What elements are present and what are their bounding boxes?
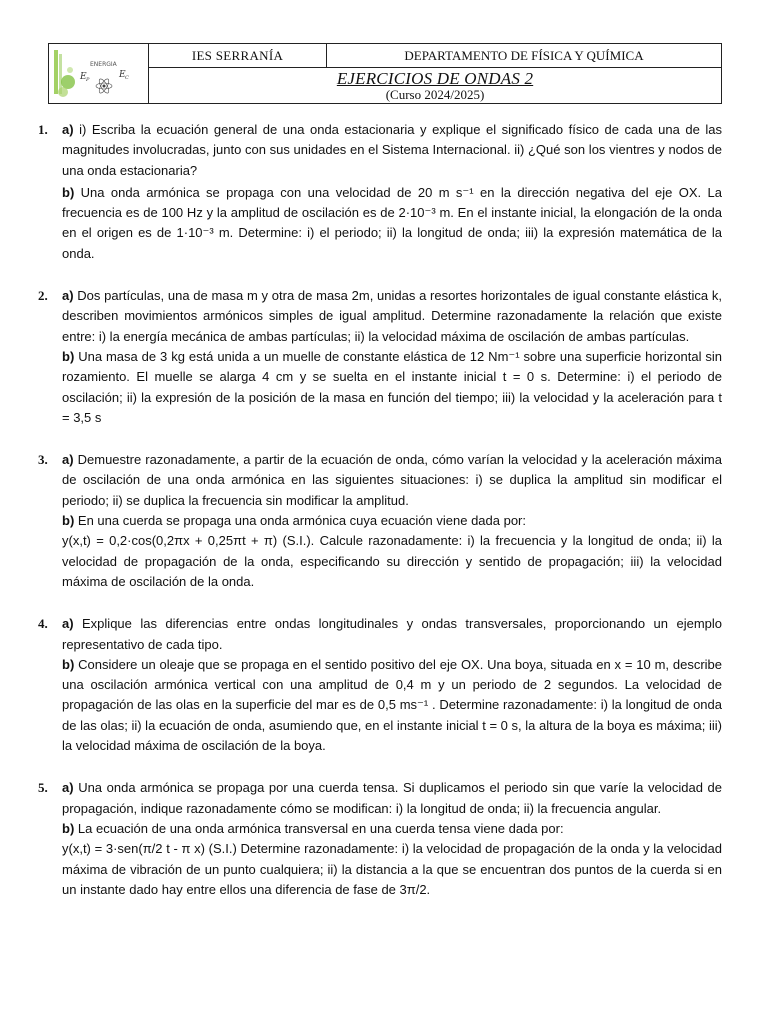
part-b-equation: y(x,t) = 0,2·cos(0,2πx + 0,25πt + π) (S.I.). Calcule razonadamente: i) la frecuencia y la longitud de onda; ii) la velocidad de propagación de la onda, especificando su dirección y sentido de propagación; iii) la velocidad máxima de oscilación de la onda. <box>62 533 722 589</box>
exercise-number: 3. <box>38 452 48 468</box>
school-name: IES SERRANÍA <box>149 44 327 67</box>
exercise-number: 2. <box>38 288 48 304</box>
exercise-list <box>38 120 722 922</box>
exercise-5 <box>38 778 722 900</box>
logo <box>49 44 149 103</box>
svg-text:E: E <box>80 72 87 82</box>
part-b-equation: y(x,t) = 3·sen(π/2 t - π x) (S.I.) Determine razonadamente: i) la velocidad de propagación de la onda y la velocidad máxima de vibración de un punto cualquiera; ii) la distancia a la que se encuentran dos puntos de la cuerda si en un instante dado hay entre ellos una diferencia de fase de 3π/2. <box>62 841 722 897</box>
exercise-number: 1. <box>38 122 48 137</box>
svg-text:P: P <box>86 77 90 83</box>
energy-logo-icon <box>52 46 146 102</box>
document-header <box>48 43 722 104</box>
exercise-2 <box>38 286 722 428</box>
part-a: a) Explique las diferencias entre ondas longitudinales y ondas transversales, proporcionando un ejemplo representativo de cada tipo. <box>62 616 722 652</box>
document-subtitle: (Curso 2024/2025) <box>385 87 485 102</box>
part-b: b) La ecuación de una onda armónica transversal en una cuerda tensa viene dada por: <box>62 820 564 836</box>
document-title: EJERCICIOS DE ONDAS 2 <box>336 69 534 88</box>
exercise-3 <box>38 450 722 592</box>
part-b: b) Una onda armónica se propaga con una velocidad de 20 m s⁻¹ en la dirección negativa del eje OX. La frecuencia es de 100 Hz y la amplitud de oscilación es de 2·10⁻³ m. En el instante inicial, la elongación de la onda en el origen es de 1·10⁻³ m. Determine: i) el periodo; ii) la longitud de onda; iii) la expresión matemática de la onda. <box>62 184 722 261</box>
svg-text:ENERGIA: ENERGIA <box>90 61 117 68</box>
part-b: b) Considere un oleaje que se propaga en el sentido positivo del eje OX. Una boya, situada en x = 10 m, describe una oscilación armónica vertical con una amplitud de 0,4 m y un periodo de 2 segundos. La velocidad de propagación de las olas en la superficie del mar es de 0,5 ms⁻¹ . Determine razonadamente: i) la longitud de onda de las olas; ii) la ecuación de onda, asumiendo que, en el instante inicial t = 0 s, la altura de la boya es máxima; iii) la velocidad máxima de oscilación de la boya. <box>62 656 722 754</box>
part-b: b) En una cuerda se propaga una onda armónica cuya ecuación viene dada por: <box>62 513 526 529</box>
part-b: b) Una masa de 3 kg está unida a un muelle de constante elástica de 12 Nm⁻¹ sobre una superficie horizontal sin rozamiento. El muelle se alarga 4 cm y se suelta en el instante inicial t = 0 s. Determine: i) el periodo de oscilación; ii) la expresión de la posición de la masa en función del tiempo; iii) la velocidad y la aceleración para t = 3,5 s <box>62 348 722 425</box>
part-a: a) Dos partículas, una de masa m y otra de masa 2m, unidas a resortes horizontales de igual constante elástica k, describen movimientos armónicos simples de igual amplitud. Determine razonadamente la relación que existe entre: i) la energía mecánica de ambas partículas; ii) la velocidad máxima de oscilación de ambas partículas. <box>62 288 722 344</box>
part-a: a) Una onda armónica se propaga por una cuerda tensa. Si duplicamos el periodo sin que varíe la velocidad de propagación, indique razonadamente cómo se modifican: i) la longitud de onda; ii) la frecuencia angular. <box>62 780 722 816</box>
exercise-1 <box>38 120 722 264</box>
part-a: a) i) Escriba la ecuación general de una onda estacionaria y explique el significado físico de cada una de las magnitudes involucradas, junto con sus unidades en el Sistema Internacional. ii) ¿Qué son los vientres y nodos de una onda estacionaria? <box>62 122 722 178</box>
department-name: DEPARTAMENTO DE FÍSICA Y QUÍMICA <box>404 48 644 63</box>
svg-text:E: E <box>119 70 126 80</box>
svg-text:C: C <box>125 75 129 81</box>
part-a: a) Demuestre razonadamente, a partir de la ecuación de onda, cómo varían la velocidad y la aceleración máxima de oscilación de una onda armónica en las siguientes situaciones: i) se duplica la amplitud sin modificar el periodo; ii) se duplica la frecuencia sin modificar la amplitud. <box>62 452 722 508</box>
exercise-4 <box>38 614 722 756</box>
exercise-number: 5. <box>38 780 48 796</box>
exercise-number: 4. <box>38 616 48 632</box>
